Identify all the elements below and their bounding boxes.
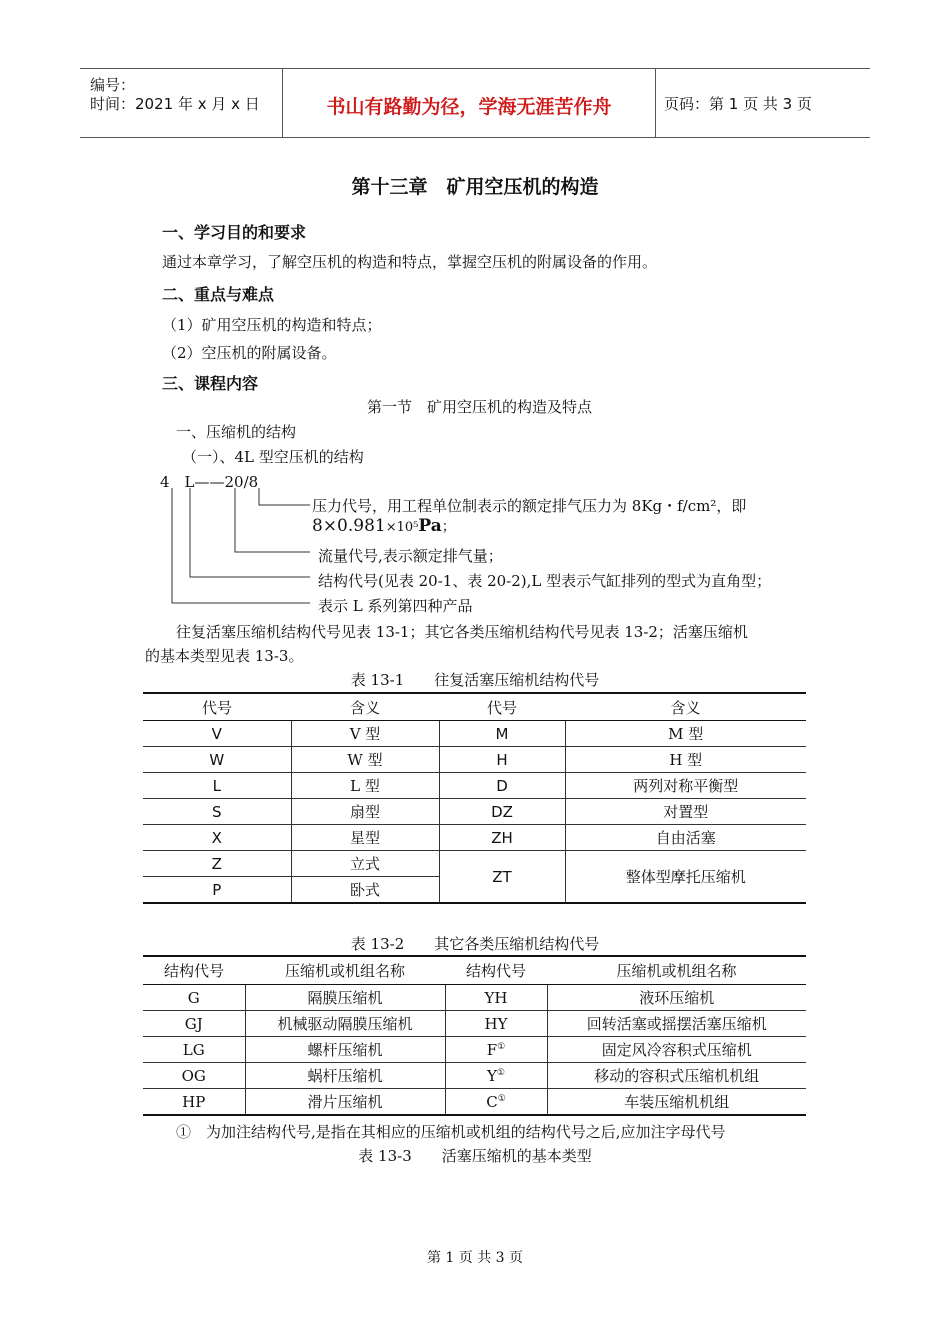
table-cell: P [212,880,222,899]
table-cell: Z [143,851,291,877]
formula-unit: Pa [418,516,442,536]
table-cell: V 型 [291,721,439,747]
formula-end: ； [441,519,456,535]
table-cell: HY [445,1011,547,1037]
table-cell: GJ [143,1011,245,1037]
bracket-pressure [259,488,310,505]
table-row [143,851,806,877]
table-row [143,825,806,851]
table-header-cell: 代号 [143,693,291,721]
code-text: Y [487,1066,497,1085]
table-header-cell: 含义 [565,693,806,721]
section-3-title: 三、课程内容 [162,374,259,393]
table-cell: 回转活塞或摇摆活塞压缩机 [547,1011,806,1037]
table-cell [445,1063,547,1089]
table-cell: YH [445,985,547,1011]
table-1-caption: 表 13-1 往复活塞压缩机结构代号 [350,671,600,689]
table-cell: DZ [439,799,565,825]
annotation-flow: 流量代号,表示额定排气量； [318,547,503,565]
table-header-cell: 压缩机或机组名称 [245,956,445,985]
header-page-cell [656,69,870,137]
paragraph-line-1: 往复活塞压缩机结构代号见表 13-1；其它各类压缩机结构代号见表 13-2；活塞压缩机 [176,623,748,641]
table-cell: 液环压缩机 [547,985,806,1011]
table-cell: W [143,747,291,773]
table-1 [143,692,806,904]
code-text: F [486,1040,498,1059]
table-cell: HP [182,1092,206,1111]
number-label: 编号： [90,76,136,94]
time-label: 时间：2021 年 x 月 x 日 [90,95,260,113]
table-cell: V [143,721,291,747]
header-motto-cell [283,69,656,137]
table-cell: 固定风冷容积式压缩机 [547,1037,806,1063]
table-header-cell: 含义 [291,693,439,721]
table-cell: 立式 [291,851,439,877]
table-cell: 两列对称平衡型 [565,773,806,799]
table-row [143,1037,806,1063]
table-header-cell: 压缩机或机组名称 [547,956,806,985]
formula-exponent: ×10⁵ [385,520,419,535]
note-mark: ① [496,1067,505,1078]
subsection-title: 第一节 矿用空压机的构造及特点 [367,398,593,416]
section-1-title: 一、学习目的和要求 [162,223,307,242]
table-3-caption: 表 13-3 活塞压缩机的基本类型 [358,1147,592,1165]
page-label: 页码：第 1 页 共 3 页 [664,95,812,113]
table-cell: ZH [439,825,565,851]
table-cell: 机械驱动隔膜压缩机 [245,1011,445,1037]
table-cell: ZT [439,851,565,904]
table-cell: 隔膜压缩机 [245,985,445,1011]
table-cell: L [143,773,291,799]
annotation-brackets [150,486,320,611]
paragraph-line-2: 的基本类型见表 13-3。 [145,647,304,665]
page-footer: 第 1 页 共 3 页 [426,1250,524,1266]
table-cell: 自由活塞 [565,825,806,851]
chapter-title: 第十三章 矿用空压机的构造 [351,176,599,198]
table-cell: G [143,985,245,1011]
table-header-row [143,956,806,985]
annotation-pressure: 压力代号，用工程单位制表示的额定排气压力为 8Kg・f/cm²，即 [312,497,747,515]
table-cell: 车装压缩机机组 [547,1089,806,1116]
table-cell: 蜗杆压缩机 [245,1063,445,1089]
table-row [143,747,806,773]
table-cell: 对置型 [565,799,806,825]
table-cell: 整体型摩托压缩机 [565,851,806,904]
header-info-cell [80,69,283,137]
note-mark: ① [497,1041,506,1052]
table-header-cell: 结构代号 [143,956,245,985]
table-row [143,773,806,799]
note-mark: ① [497,1093,506,1104]
table-cell: OG [143,1063,245,1089]
table-cell: S [143,799,291,825]
table-cell: 移动的容积式压缩机机组 [547,1063,806,1089]
annotation-series: 表示 L 系列第四种产品 [318,597,473,615]
table-cell: M [439,721,565,747]
table-cell: W 型 [291,747,439,773]
table-cell: 卧式 [291,877,439,904]
table-row [143,1011,806,1037]
code-text: C [486,1092,498,1111]
section-1-text: 通过本章学习，了解空压机的构造和特点，掌握空压机的附属设备的作用。 [162,253,658,271]
table-2 [143,955,806,1116]
heading-compressor-structure: 一、压缩机的结构 [176,423,297,441]
table-2-caption: 表 13-2 其它各类压缩机结构代号 [350,935,600,953]
table-row [143,721,806,747]
table-cell: 滑片压缩机 [245,1089,445,1116]
annotation-pressure-formula [312,516,456,536]
heading-4l-structure: （一）、4L 型空压机的结构 [182,448,364,466]
section-2-title: 二、重点与难点 [162,285,275,304]
table-row [143,799,806,825]
table-header-row [143,693,806,721]
table-cell: D [439,773,565,799]
section-2-item-2: （2）空压机的附属设备。 [162,344,337,362]
bracket-structure [190,488,310,577]
table-header-cell: 结构代号 [445,956,547,985]
table-cell [445,1037,547,1063]
table-cell: M 型 [565,721,806,747]
table-cell: L 型 [291,773,439,799]
formula-number: 8×0.981 [312,516,386,536]
table-cell: H 型 [565,747,806,773]
table-row [143,1063,806,1089]
section-2-item-1: （1）矿用空压机的构造和特点； [162,316,382,334]
table-cell: H [439,747,565,773]
table-cell: 螺杆压缩机 [245,1037,445,1063]
motto: 书山有路勤为径，学海无涯苦作舟 [326,96,612,118]
table-cell [445,1089,547,1116]
table-row [143,985,806,1011]
table-row [143,1089,806,1116]
table-2-footnote: ① 为加注结构代号,是指在其相应的压缩机或机组的结构代号之后,应加注字母代号 [176,1123,726,1141]
table-cell: LG [143,1037,245,1063]
model-code: 4 L——20/8 [160,473,259,491]
annotation-structure: 结构代号(见表 20-1、表 20-2),L 型表示气缸排列的型式为直角型； [318,572,772,590]
document-header [80,68,870,138]
bracket-flow [235,488,310,552]
table-header-cell: 代号 [439,693,565,721]
table-cell: X [143,825,291,851]
table-cell: 扇型 [291,799,439,825]
table-cell: 星型 [291,825,439,851]
